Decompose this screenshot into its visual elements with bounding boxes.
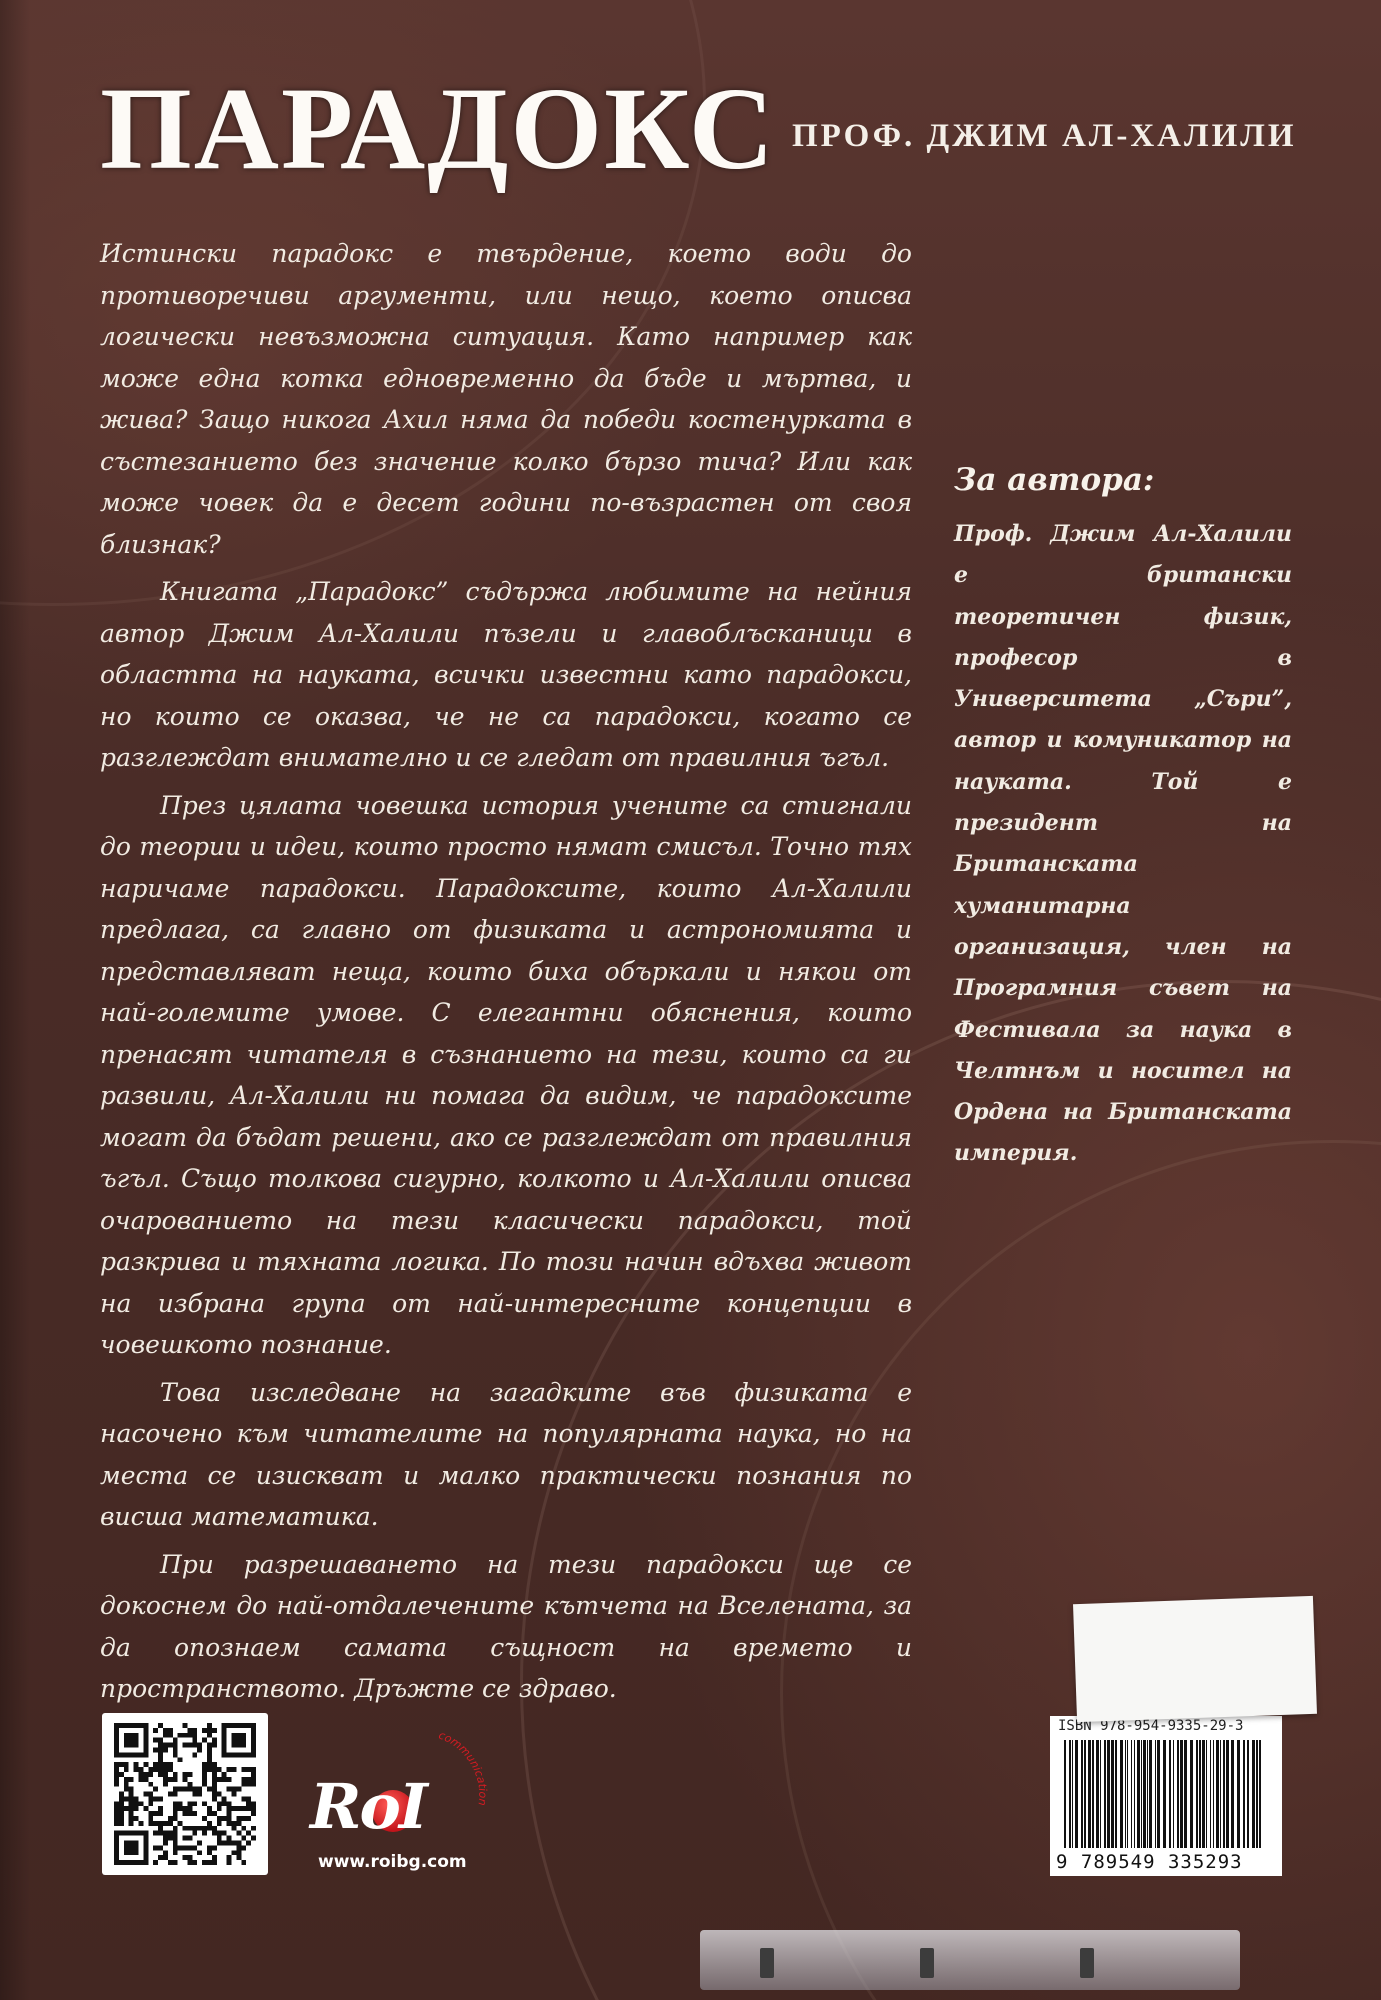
blurb-paragraph: Книгата „Парадокс” съдържа любимите на нейния автор Джим Ал-Халили пъзели и главоблъсканици в областта на науката, всички известни като парадокси, но които се оказва, че не са парадокси, когато се разглеждат внимателно и се гледат от правилния ъгъл. (100, 577, 912, 772)
isbn-label: ISBN 978-954-9335-29-3 (1058, 1718, 1244, 1734)
blurb-paragraph: През цялата човешка история учените са стигнали до теории и идеи, които просто нямат смисъл. Точно тях наричаме парадокси. Парадоксите, които Ал-Халили предлага, са главно от физиката и астрономията и представляват неща, които биха объркали и някои от най-големите умове. С елегантни обяснения, които пренасят читателя в съзнанието на тези, които са ги развили, Ал-Халили ни помага да видим, че парадоксите могат да бъдат решени, ако се разглеждат от правилния ъгъл. Също толкова сигурно, колкото и Ал-Халили описва очарованието на тези класически парадокси, той разкрива и тяхната логика. По този начин вдъхва живот на избрана група от най-интересните концепции в човешкото познание. (100, 790, 912, 1359)
blurb-paragraph: При разрешаването на тези парадокси ще се докоснем до най-отдалечените кътчета на Вселената, за да опознаем самата същност на времето и пространството. Дръжте се здраво. (100, 1549, 912, 1703)
barcode-digits: 9 789549 335293 (1056, 1851, 1243, 1873)
publisher-url[interactable]: www.roibg.com (318, 1852, 467, 1872)
barcode-icon (1050, 1716, 1282, 1876)
blurb-paragraph: Истински парадокс е твърдение, което води до противоречиви аргументи, или нещо, което описва логически невъзможна ситуация. Като например как може една котка едновременно да бъде и мъртва, и жива? Защо никога Ахил няма да победи костенурката в състезанието без значение колко бързо тича? Или как може човек да е десет години по-възрастен от своя близнак? (100, 239, 912, 559)
stand-clip (920, 1948, 934, 1978)
blurb-paragraph: Това изследване на загадките във физиката е насочено към читателите на популярната наука, но на места се изискват и малко практически познания по висша математика. (100, 1377, 912, 1531)
barcode-bars (1064, 1740, 1268, 1850)
book-title: ПАРАДОКС (100, 63, 777, 194)
stand-clip (760, 1948, 774, 1978)
svg-text:communication (437, 1730, 489, 1806)
publisher-tagline-arc (428, 1730, 508, 1840)
publisher-logo-icon (300, 1730, 500, 1880)
book-author: ПРОФ. ДЖИМ АЛ-ХАЛИЛИ (792, 118, 1297, 154)
about-author-text: Проф. Джим Ал-Халили е британски теоретичен физик, професор в Университета „Съри”, автор и комуникатор на науката. Той е президент на Британската хуманитарна организация, член на Програмния съвет на Фестивала за наука в Челтнъм и носител на Ордена на Британската империя. (954, 521, 1292, 1167)
qr-code-icon[interactable] (102, 1713, 268, 1875)
stand-clip (1080, 1948, 1094, 1978)
publisher-logo-text: RoI (310, 1770, 426, 1843)
display-stand (700, 1930, 1240, 1990)
blurb (100, 233, 912, 1710)
publisher-tagline: communication (436, 1730, 490, 1807)
about-author-heading: За автора: (954, 462, 1155, 498)
price-sticker (1073, 1596, 1317, 1722)
